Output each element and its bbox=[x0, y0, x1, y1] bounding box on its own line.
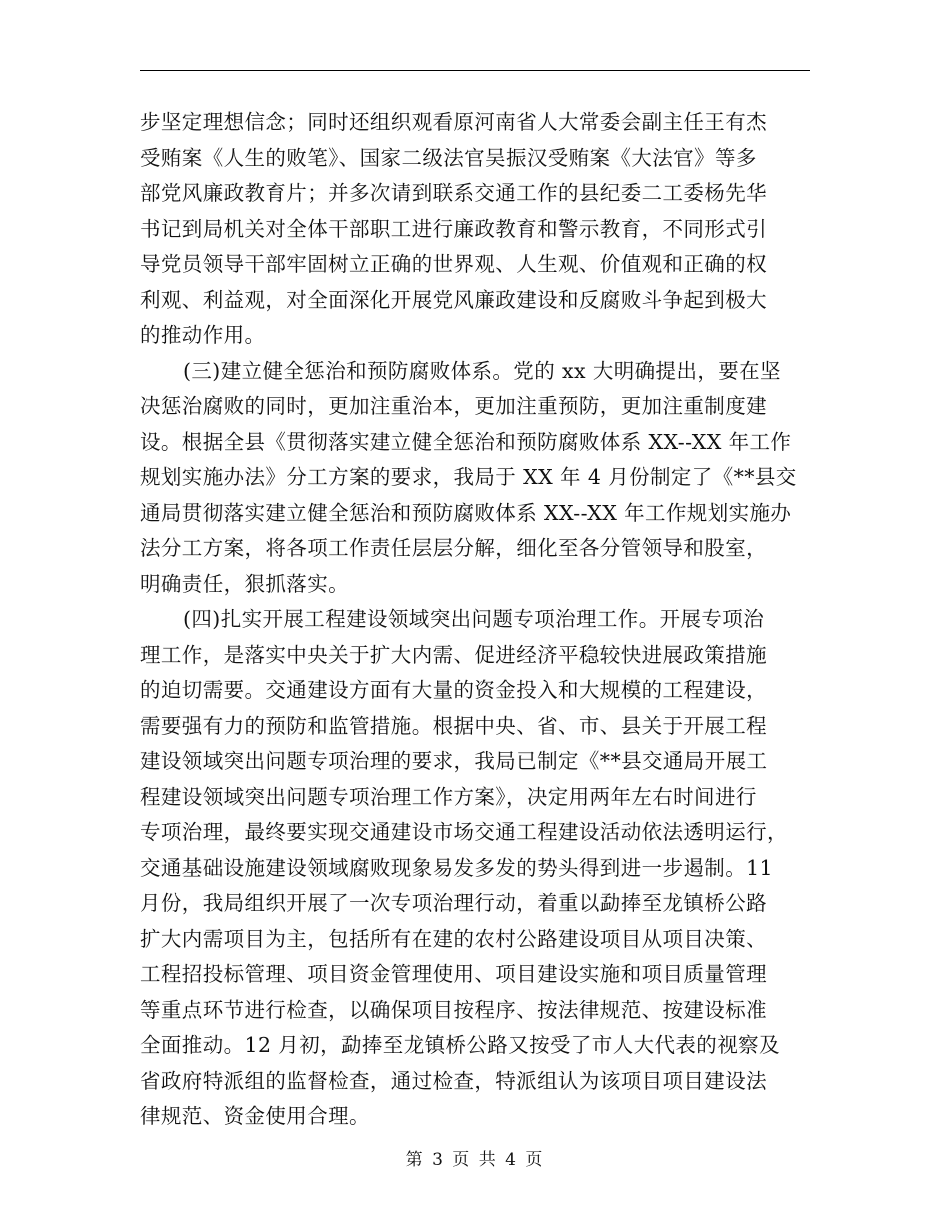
text-line: 明确责任，狠抓落实。 bbox=[140, 571, 349, 596]
text-line: 建设领域突出问题专项治理的要求，我局已制定《**县交通局开展工 bbox=[140, 749, 768, 773]
paragraph-start-line: (四)扎实开展工程建设领域突出问题专项治理工作。开展专项治 bbox=[183, 607, 765, 631]
text-line: 需要强有力的预防和监管措施。根据中央、省、市、县关于开展工程 bbox=[140, 713, 767, 738]
text-line: 法分工方案，将各项工作责任层层分解，细化至各分管领导和股室， bbox=[140, 536, 767, 560]
text-line: 部党风廉政教育片；并多次请到联系交通工作的县纪委二工委杨先华 bbox=[140, 181, 767, 205]
page-footer: 第 3 页 共 4 页 bbox=[405, 1150, 545, 1170]
text-line: 书记到局机关对全体干部职工进行廉政教育和警示教育，不同形式引 bbox=[140, 216, 767, 241]
text-line: 规划实施办法》分工方案的要求，我局于 XX 年 4 月份制定了《**县交 bbox=[140, 465, 797, 489]
text-line: 省政府特派组的监督检查，通过检查，特派组认为该项目项目建设法 bbox=[140, 1068, 767, 1093]
text-line: 扩大内需项目为主，包括所有在建的农村公路建设项目从项目决策、 bbox=[140, 926, 767, 951]
text-line: 决惩治腐败的同时，更加注重治本，更加注重预防，更加注重制度建 bbox=[140, 394, 767, 418]
text-line: 的迫切需要。交通建设方面有大量的资金投入和大规模的工程建设， bbox=[140, 678, 767, 702]
header-rule bbox=[140, 70, 810, 71]
text-line: 交通基础设施建设领域腐败现象易发多发的势头得到进一步遏制。11 bbox=[140, 855, 773, 880]
paragraph-start-line: (三)建立健全惩治和预防腐败体系。党的 xx 大明确提出，要在坚 bbox=[183, 358, 781, 383]
text-line: 专项治理，最终要实现交通建设市场交通工程建设活动依法透明运行， bbox=[140, 820, 788, 844]
text-line: 律规范、资金使用合理。 bbox=[140, 1104, 370, 1128]
document-body bbox=[140, 105, 810, 1135]
text-line: 工程招投标管理、项目资金管理使用、项目建设实施和项目质量管理 bbox=[140, 962, 767, 986]
text-line: 导党员领导干部牢固树立正确的世界观、人生观、价值观和正确的权 bbox=[140, 252, 767, 276]
text-line: 设。根据全县《贯彻落实建立健全惩治和预防腐败体系 XX--XX 年工作 bbox=[140, 429, 792, 454]
text-line: 程建设领域突出问题专项治理工作方案》，决定用两年左右时间进行 bbox=[140, 784, 757, 809]
text-line: 全面推动。12 月初，勐捧至龙镇桥公路又按受了市人大代表的视察及 bbox=[140, 1033, 780, 1057]
text-line: 步坚定理想信念；同时还组织观看原河南省人大常委会副主任王有杰 bbox=[140, 110, 767, 134]
text-line: 利观、利益观，对全面深化开展党风廉政建设和反腐败斗争起到极大 bbox=[140, 287, 767, 312]
text-line: 的推动作用。 bbox=[140, 323, 266, 347]
text-line: 月份，我局组织开展了一次专项治理行动，着重以勐捧至龙镇桥公路 bbox=[140, 891, 767, 915]
text-line: 等重点环节进行检查，以确保项目按程序、按法律规范、按建设标准 bbox=[140, 997, 767, 1022]
text-line: 受贿案《人生的败笔》、国家二级法官吴振汉受贿案《大法官》等多 bbox=[140, 145, 757, 170]
text-line: 通局贯彻落实建立健全惩治和预防腐败体系 XX--XX 年工作规划实施办 bbox=[140, 500, 792, 525]
text-line: 理工作，是落实中央关于扩大内需、促进经济平稳较快进展政策措施 bbox=[140, 642, 767, 667]
